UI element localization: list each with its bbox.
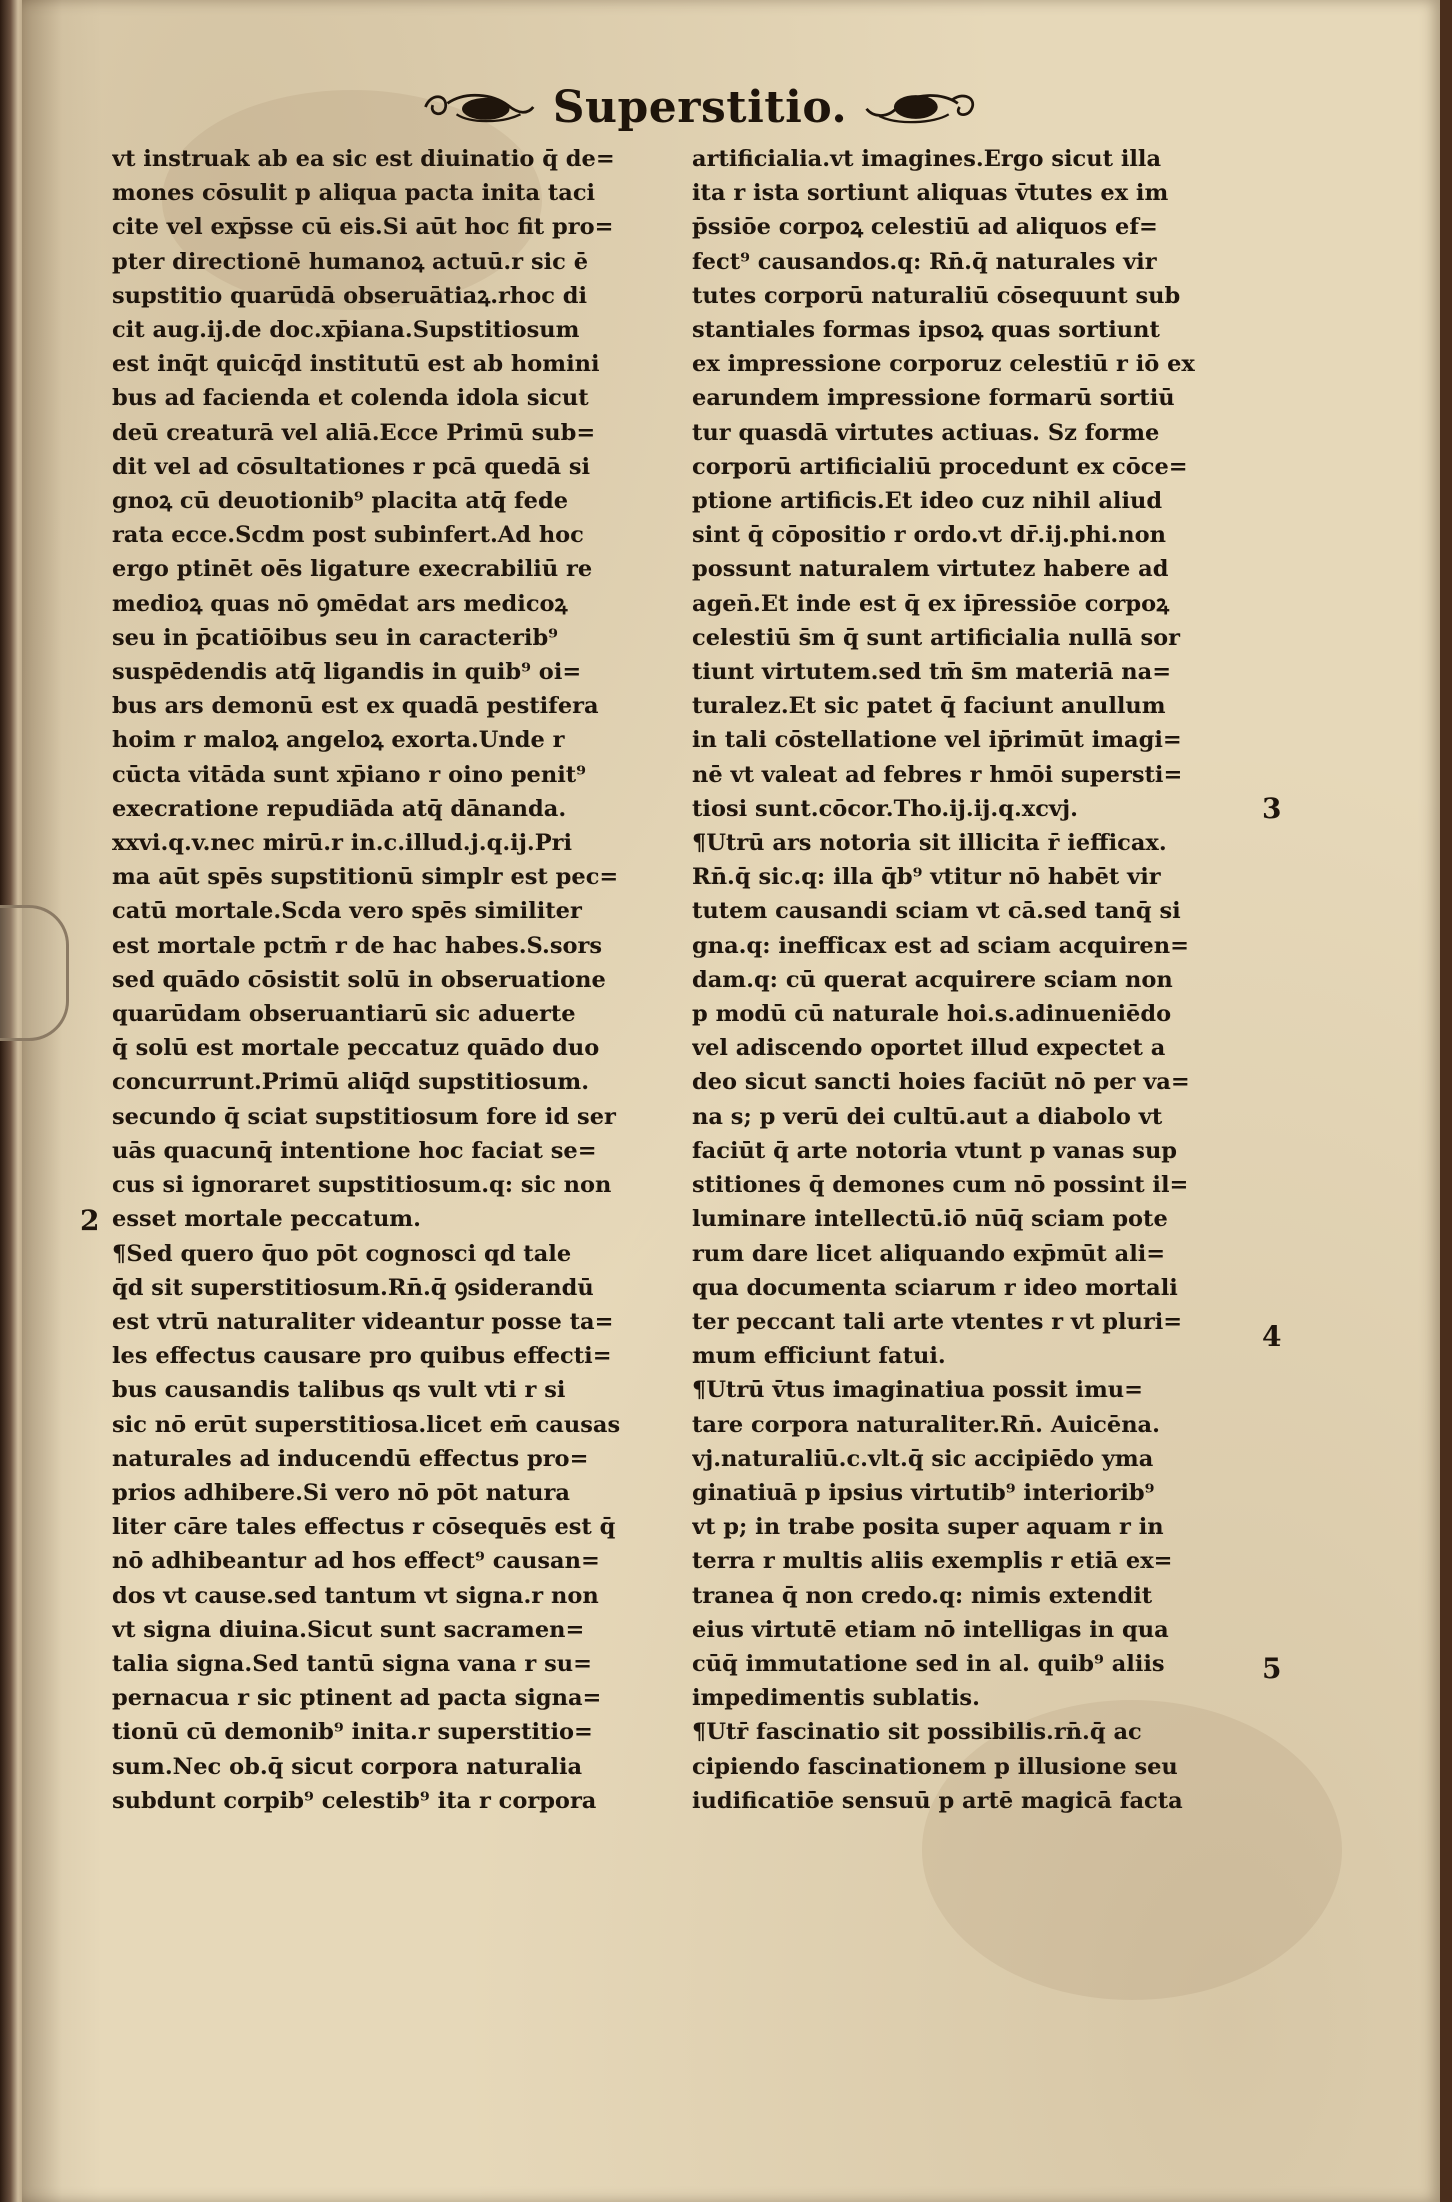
text-line: p̄ssiōe corpoꝝ celestiū ad aliquos ef= <box>692 214 1158 241</box>
text-line: stantiales formas ipsoꝝ quas sortiunt <box>692 317 1160 344</box>
text-line: tutem causandi sciam vt cā.sed tanq̄ si <box>692 898 1181 925</box>
text-line: uās quacunq̄ intentione hoc faciat se= <box>112 1137 597 1164</box>
text-line: tiosi sunt.cōcor.Tho.ij.ij.q.xcvj. <box>692 795 1078 822</box>
text-line: vt instruak ab ea sic est diuinatio q̄ de= <box>112 146 615 172</box>
text-line: earundem impressione formarū sortiū <box>692 385 1175 412</box>
text-line: na s; p verū dei cultū.aut a diabolo vt <box>692 1103 1163 1130</box>
text-line: vt signa diuina.Sicut sunt sacramen= <box>112 1616 585 1643</box>
text-line: dam.q: cū querat acquirere sciam non <box>692 966 1173 993</box>
page-clasp-mark <box>0 905 69 1041</box>
text-line: rum dare licet aliquando exp̄mūt ali= <box>692 1240 1166 1267</box>
text-line: mones cōsulit p aliqua pacta inita taci <box>112 180 596 207</box>
text-line: tiunt virtutem.sed tm̄ s̄m materiā na= <box>692 659 1172 686</box>
text-line: faciūt q̄ arte notoria vtunt p vanas sup <box>692 1137 1178 1164</box>
text-line: ¶Sed quero q̄uo pōt cognosci qd tale <box>112 1240 572 1267</box>
running-head-title: Superstitio. <box>552 81 848 133</box>
text-line: subdunt corpib⁹ celestib⁹ ita r corpora <box>112 1787 597 1814</box>
text-line: ¶Utrū ars notoria sit illicita r̄ iefficax. <box>692 830 1167 857</box>
text-line: dos vt cause.sed tantum vt signa.r non <box>112 1582 599 1609</box>
text-line: eius virtutē etiam nō intelligas in qua <box>692 1616 1169 1643</box>
text-line: vt p; in trabe posita super aquam r in <box>692 1514 1164 1541</box>
text-line: corporū artificialiū procedunt ex cōce= <box>692 453 1188 480</box>
text-line: quarūdam obseruantiarū sic aduerte <box>112 1001 576 1028</box>
text-line: execratione repudiāda atq̄ dānanda. <box>112 795 567 822</box>
text-line: dit vel ad cōsultationes r pcā quedā si <box>112 453 591 480</box>
margin-number: 3 <box>1262 792 1282 825</box>
text-line: sint q̄ cōpositio r ordo.vt dr̄.ij.phi.non <box>692 522 1166 549</box>
text-line: est mortale pctm̄ r de hac habes.S.sors <box>112 932 603 959</box>
text-line: pter directionē humanoꝝ actuū.r sic ē <box>112 248 589 275</box>
text-line: bus ad facienda et colenda idola sicut <box>112 385 589 412</box>
text-line: luminare intellectū.iō nūq̄ sciam pote <box>692 1206 1168 1233</box>
text-line: bus causandis talibus qs vult vti r si <box>112 1377 566 1404</box>
text-line: rata ecce.Scdm post subinfert.Ad hoc <box>112 522 584 549</box>
margin-number: 5 <box>1262 1652 1282 1685</box>
text-line: agen̄.Et inde est q̄ ex ip̄ressiōe corpoꝝ <box>692 590 1170 617</box>
text-line: cit aug.ij.de doc.xp̄iana.Supstitiosum <box>112 317 580 344</box>
text-line: supstitio quarūdā obseruātiaꝝ.rhoc di <box>112 282 588 309</box>
text-line: tranea q̄ non credo.q: nimis extendit <box>692 1582 1153 1609</box>
text-line: bus ars demonū est ex quadā pestifera <box>112 693 599 720</box>
text-line: sed quādo cōsistit solū in obseruatione <box>112 966 606 993</box>
text-line: q̄ solū est mortale peccatuz quādo duo <box>112 1035 600 1062</box>
text-line: qua documenta sciarum r ideo mortali <box>692 1274 1178 1301</box>
margin-number: 4 <box>1262 1320 1282 1353</box>
text-line: est vtrū naturaliter videantur posse ta= <box>112 1308 614 1335</box>
text-line: suspēdendis atq̄ ligandis in quib⁹ oi= <box>112 659 582 686</box>
text-line: deū creaturā vel aliā.Ecce Primū sub= <box>112 419 596 446</box>
text-line: vel adiscendo oportet illud expectet a <box>692 1035 1166 1062</box>
text-line: catū mortale.Scda vero spēs similiter <box>112 898 582 925</box>
text-line: tionū cū demonib⁹ inita.r superstitio= <box>112 1719 593 1746</box>
text-line: concurrunt.Primū aliq̄d supstitiosum. <box>112 1069 590 1096</box>
text-line: medioꝝ quas nō ꝯmēdat ars medicoꝝ <box>112 590 568 617</box>
text-line: gnoꝝ cū deuotionib⁹ placita atq̄ fede <box>112 488 569 515</box>
text-line: cus si ignoraret supstitiosum.q: sic non <box>112 1172 612 1199</box>
text-line: terra r multis aliis exemplis r etiā ex= <box>692 1548 1173 1575</box>
text-line: stitiones q̄ demones cum nō possint il= <box>692 1172 1189 1199</box>
text-line: sum.Nec ob.q̄ sicut corpora naturalia <box>112 1753 583 1780</box>
text-line: ptione artificis.Et ideo cuz nihil aliud <box>692 488 1163 515</box>
left-ornament-icon <box>420 85 539 129</box>
text-line: sic nō erūt superstitiosa.licet em̄ causas <box>112 1411 621 1438</box>
text-line: mum efficiunt fatui. <box>692 1343 946 1370</box>
text-line: tur quasdā virtutes actiuas. Sz forme <box>692 419 1160 446</box>
text-line: possunt naturalem virtutez habere ad <box>692 556 1169 583</box>
text-line: ¶Utrū v̄tus imaginatiua possit imu= <box>692 1377 1143 1404</box>
text-line: talia signa.Sed tantū signa vana r su= <box>112 1650 592 1677</box>
text-line: cipiendo fascinationem p illusione seu <box>692 1753 1178 1780</box>
text-line: secundo q̄ sciat supstitiosum fore id ser <box>112 1103 616 1130</box>
text-line: cite vel exp̄sse cū eis.Si aūt hoc fit pro= <box>112 214 614 241</box>
text-line: tutes corporū naturaliū cōsequunt sub <box>692 282 1181 309</box>
text-line: impedimentis sublatis. <box>692 1685 980 1712</box>
text-line: ita r ista sortiunt aliquas v̄tutes ex im <box>692 180 1169 207</box>
text-line: in tali cōstellatione vel ip̄rimūt imagi= <box>692 727 1182 754</box>
text-line: prios adhibere.Si vero nō pōt natura <box>112 1479 570 1506</box>
text-line: nō adhibeantur ad hos effect⁹ causan= <box>112 1548 600 1575</box>
text-line: ginatiuā p ipsius virtutib⁹ interiorib⁹ <box>692 1479 1155 1506</box>
text-line: turalez.Et sic patet q̄ faciunt anullum <box>692 693 1166 720</box>
text-line: fect⁹ causandos.q: Rn̄.q̄ naturales vir <box>692 248 1157 275</box>
running-head <box>420 72 980 142</box>
margin-number: 2 <box>80 1204 100 1237</box>
text-line: esset mortale peccatum. <box>112 1206 421 1233</box>
text-line: liter cāre tales effectus r cōsequēs est q̄ <box>112 1514 616 1541</box>
text-line: xxvi.q.v.nec mirū.r in.c.illud.j.q.ij.Pri <box>112 830 573 857</box>
text-line: ter peccant tali arte vtentes r vt pluri= <box>692 1308 1183 1335</box>
text-line: ¶Utr̄ fascinatio sit possibilis.rn̄.q̄ ac <box>692 1719 1142 1746</box>
text-line: les effectus causare pro quibus effecti= <box>112 1343 612 1370</box>
right-ornament-icon <box>861 85 980 129</box>
text-line: est inq̄t quicq̄d institutū est ab homini <box>112 351 600 378</box>
text-line: iudificatiōe sensuū p artē magicā facta <box>692 1787 1183 1814</box>
text-line: ma aūt spēs supstitionū simplr est pec= <box>112 864 619 891</box>
text-line: seu in p̄catiōibus seu in caracterib⁹ <box>112 624 559 651</box>
text-line: hoim r maloꝝ angeloꝝ exorta.Unde r <box>112 727 565 754</box>
text-line: pernacua r sic ptinent ad pacta signa= <box>112 1685 602 1712</box>
text-line: tare corpora naturaliter.Rn̄. Auicēna. <box>692 1411 1160 1438</box>
text-line: artificialia.vt imagines.Ergo sicut illa <box>692 146 1162 172</box>
text-line: q̄d sit superstitiosum.Rn̄.q̄ ꝯsiderandū <box>112 1274 594 1301</box>
text-line: Rn̄.q̄ sic.q: illa q̄b⁹ vtitur nō habēt vir <box>692 864 1161 891</box>
text-line: naturales ad inducendū effectus pro= <box>112 1445 589 1472</box>
text-line: gna.q: inefficax est ad sciam acquiren= <box>692 932 1189 959</box>
text-line: vj.naturaliū.c.vlt.q̄ sic accipiēdo yma <box>692 1445 1154 1472</box>
text-line: ex impressione corporuz celestiū r iō ex <box>692 351 1195 378</box>
left-text-column <box>112 142 670 1818</box>
text-line: deo sicut sancti hoies faciūt nō per va= <box>692 1069 1190 1096</box>
right-text-column <box>692 142 1262 1818</box>
text-line: cūq̄ immutatione sed in al. quib⁹ aliis <box>692 1650 1165 1677</box>
text-line: celestiū s̄m q̄ sunt artificialia nullā sor <box>692 624 1180 651</box>
text-line: ergo ptinēt oēs ligature execrabiliū re <box>112 556 593 583</box>
text-line: cūcta vitāda sunt xp̄iano r oino penit⁹ <box>112 761 587 788</box>
text-line: p modū cū naturale hoi.s.adinueniēdo <box>692 1001 1172 1028</box>
text-line: nē vt valeat ad febres r hmōi supersti= <box>692 761 1183 788</box>
